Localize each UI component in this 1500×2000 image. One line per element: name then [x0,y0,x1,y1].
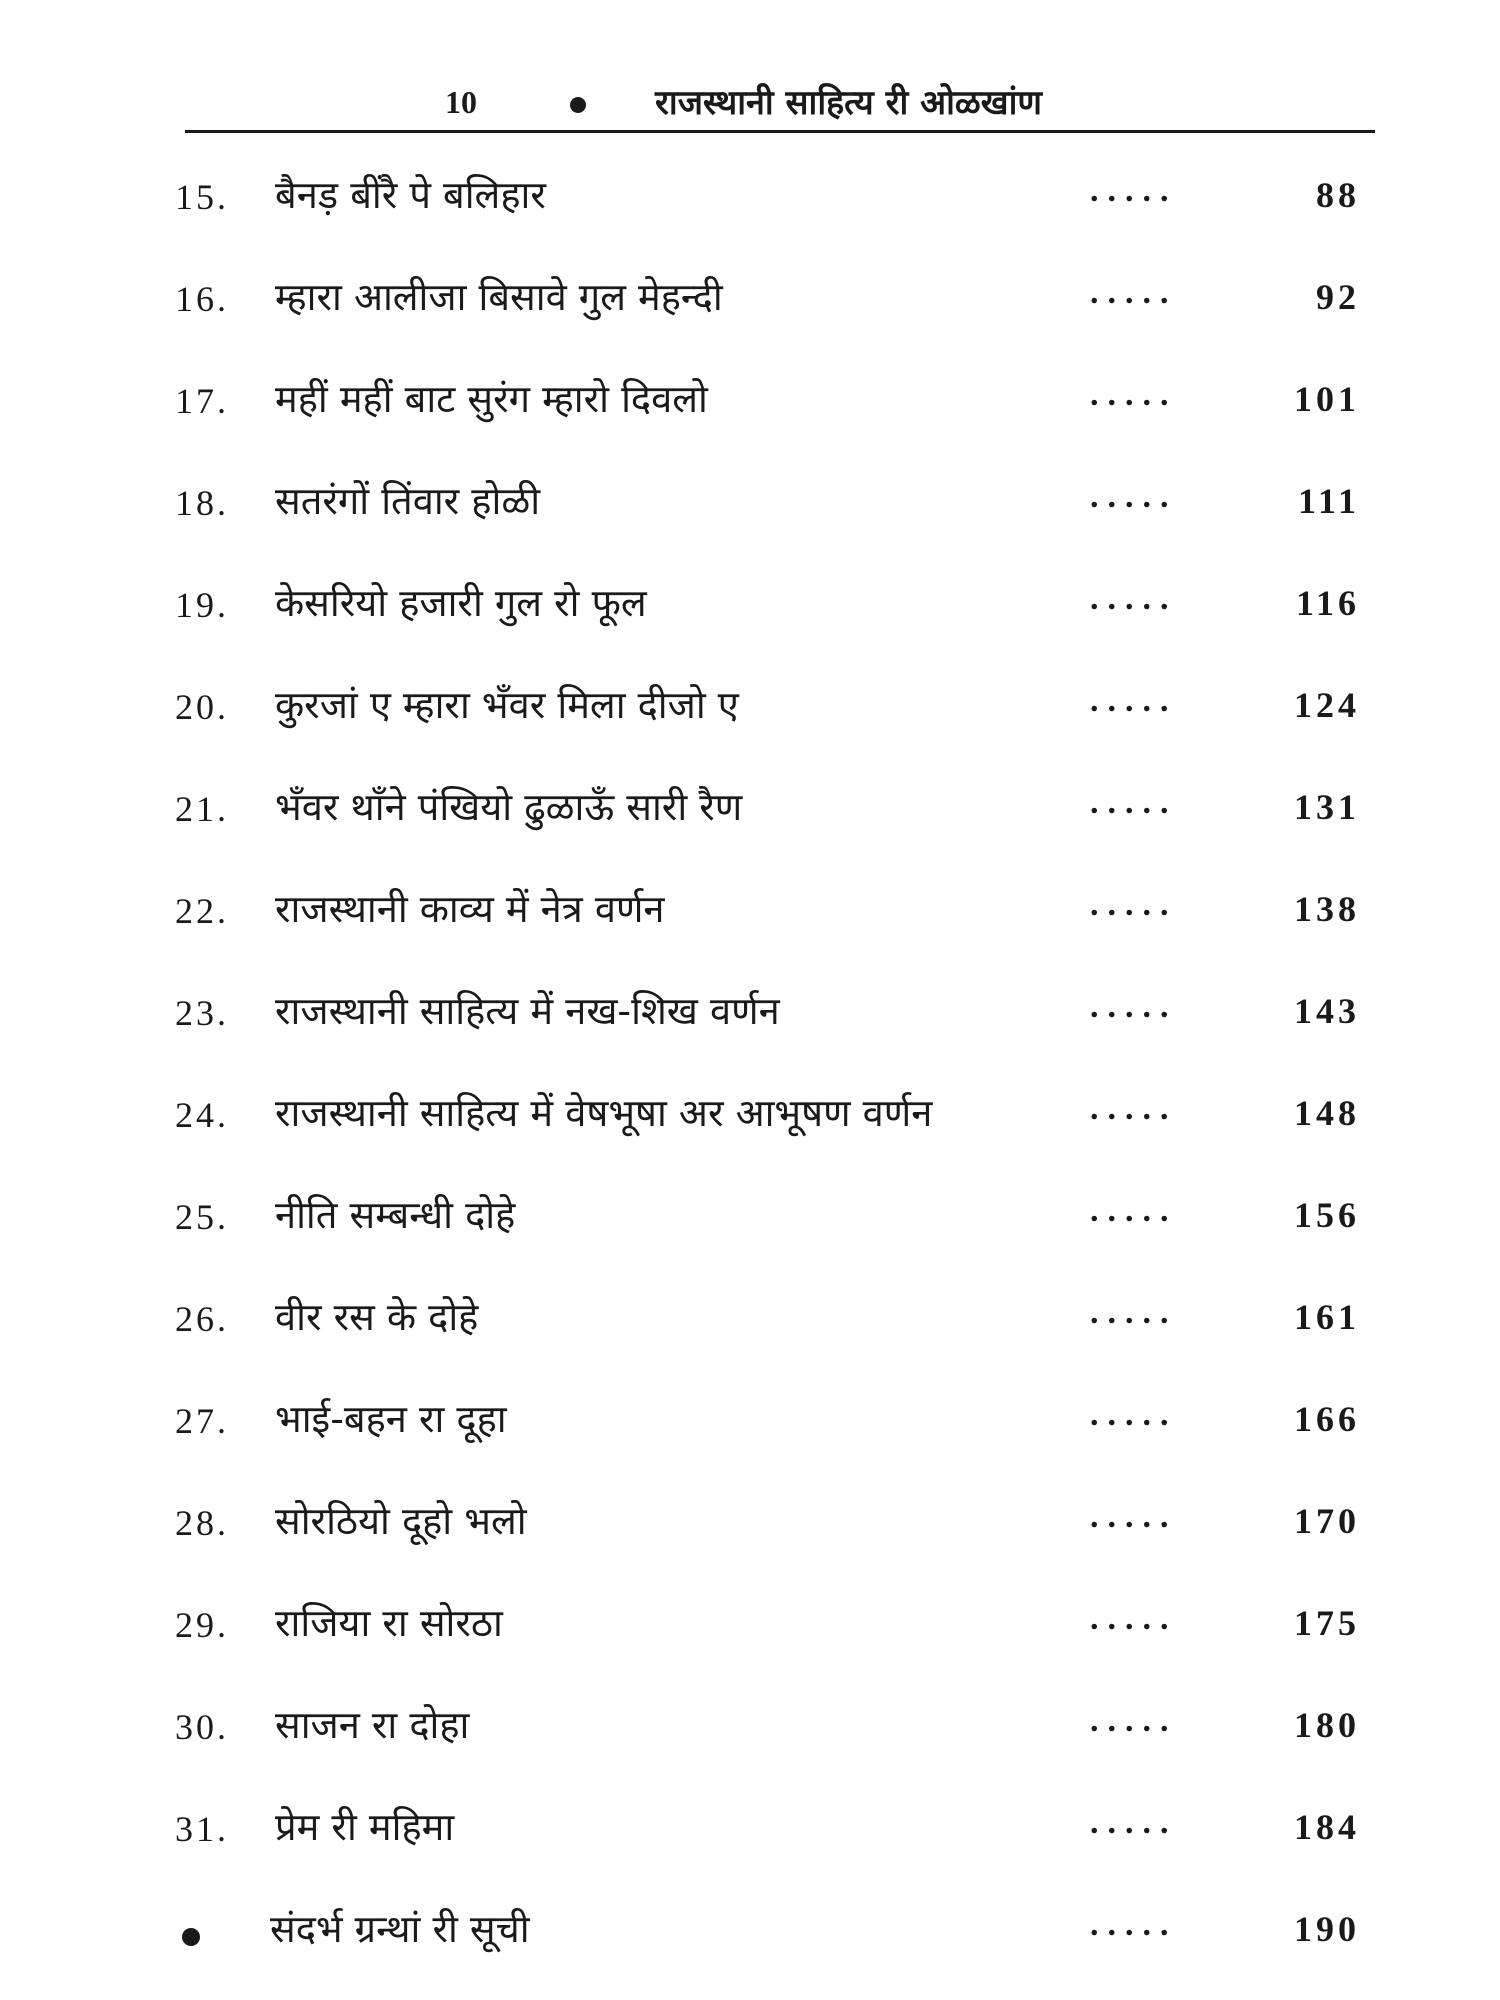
entry-title: कुरजां ए म्हारा भँवर मिला दीजो ए [275,683,739,727]
entry-page: 131 [1294,787,1360,827]
dot-leader: ..... [1090,1702,1178,1739]
dot-leader: ..... [1090,682,1178,719]
entry-title: महीं महीं बाट सुरंग म्हारो दिवलो [275,377,708,421]
page-number: 10 [445,84,477,120]
entry-title: सोरठियो दूहो भलो [275,1499,527,1543]
entry-number: 28. [175,1503,229,1543]
dot-leader: ..... [1090,1396,1178,1433]
entry-number: 23. [175,993,229,1033]
entry-title: राजस्थानी साहित्य में नख-शिख वर्णन [275,989,780,1033]
entry-page: 190 [1294,1909,1360,1949]
entry-page: 138 [1294,889,1360,929]
dot-leader: ..... [1090,1804,1178,1841]
entry-title: नीति सम्बन्धी दोहे [275,1193,516,1237]
entry-number: 21. [175,789,229,829]
header-rule [185,130,1375,133]
dot-leader: ..... [1090,988,1178,1025]
entry-title: केसरियो हजारी गुल रो फूल [275,581,647,625]
toc-entry [170,762,1370,864]
dot-leader: ..... [1090,478,1178,515]
bullet-icon [570,97,586,113]
running-header [185,72,1375,132]
toc-entry [170,1272,1370,1374]
toc-entry [170,456,1370,558]
entry-title: राजस्थानी काव्य में नेत्र वर्णन [275,887,665,931]
dot-leader: ..... [1090,580,1178,617]
entry-number: 29. [175,1605,229,1645]
entry-number: 15. [175,177,229,217]
dot-leader: ..... [1090,1600,1178,1637]
toc-entry [170,1578,1370,1680]
entry-page: 101 [1294,379,1360,419]
entry-number: 26. [175,1299,229,1339]
dot-leader: ..... [1090,1498,1178,1535]
toc-entry [170,1782,1370,1884]
entry-number: 18. [175,483,229,523]
entry-page: 148 [1294,1093,1360,1133]
dot-leader: ..... [1090,172,1178,209]
dot-leader: ..... [1090,784,1178,821]
entry-page: 180 [1294,1705,1360,1745]
entry-number: 17. [175,381,229,421]
toc-entry [170,1374,1370,1476]
entry-title: संदर्भ ग्रन्थां री सूची [270,1907,530,1951]
entry-number: 30. [175,1707,229,1747]
toc-entry [170,1068,1370,1170]
toc-entry [170,864,1370,966]
entry-number: 22. [175,891,229,931]
entry-title: वीर रस के दोहे [275,1295,479,1339]
dot-leader: ..... [1090,1090,1178,1127]
entry-title: भँवर थाँने पंखियो ढुळाऊँ सारी रैण [275,785,743,829]
entry-page: 124 [1294,685,1360,725]
toc-entry [170,660,1370,762]
entry-page: 143 [1294,991,1360,1031]
dot-leader: ..... [1090,376,1178,413]
entry-page: 161 [1294,1297,1360,1337]
entry-page: 156 [1294,1195,1360,1235]
toc-entry [170,1680,1370,1782]
entry-page: 92 [1316,277,1360,317]
entry-title: प्रेम री महिमा [275,1805,455,1849]
entry-page: 170 [1294,1501,1360,1541]
toc-entry [170,1170,1370,1272]
entry-title: भाई-बहन रा दूहा [275,1397,507,1441]
entry-number: 31. [175,1809,229,1849]
entry-page: 166 [1294,1399,1360,1439]
entry-page: 175 [1294,1603,1360,1643]
entry-number: 16. [175,279,229,319]
dot-leader: ..... [1090,886,1178,923]
entry-title: राजस्थानी साहित्य में वेषभूषा अर आभूषण वर्णन [275,1091,933,1135]
toc-entry [170,1476,1370,1578]
dot-leader: ..... [1090,1192,1178,1229]
entry-number: 19. [175,585,229,625]
toc-entry-references [170,1884,1370,1986]
entry-title: राजिया रा सोरठा [275,1601,503,1645]
entry-title: साजन रा दोहा [275,1703,470,1747]
book-title: राजस्थानी साहित्य री ओळखांण [655,83,1042,123]
entry-page: 116 [1295,583,1360,623]
toc-entry [170,150,1370,252]
entry-page: 88 [1316,175,1360,215]
entry-number: 25. [175,1197,229,1237]
toc-entry [170,252,1370,354]
entry-title: बैनड़ बींरै पे बलिहार [275,173,546,217]
dot-leader: ..... [1090,274,1178,311]
entry-number: 24. [175,1095,229,1135]
entry-number: 20. [175,687,229,727]
dot-leader: ..... [1090,1906,1178,1943]
bullet-icon [182,1928,200,1946]
entry-number: 27. [175,1401,229,1441]
entry-page: 184 [1294,1807,1360,1847]
dot-leader: ..... [1090,1294,1178,1331]
toc-entry [170,558,1370,660]
toc-entry [170,354,1370,456]
entry-title: म्हारा आलीजा बिसावे गुल मेहन्दी [275,275,723,319]
entry-title: सतरंगों तिंवार होळी [275,479,541,523]
table-of-contents [170,150,1370,1986]
toc-entry [170,966,1370,1068]
entry-page: 111 [1297,481,1360,521]
